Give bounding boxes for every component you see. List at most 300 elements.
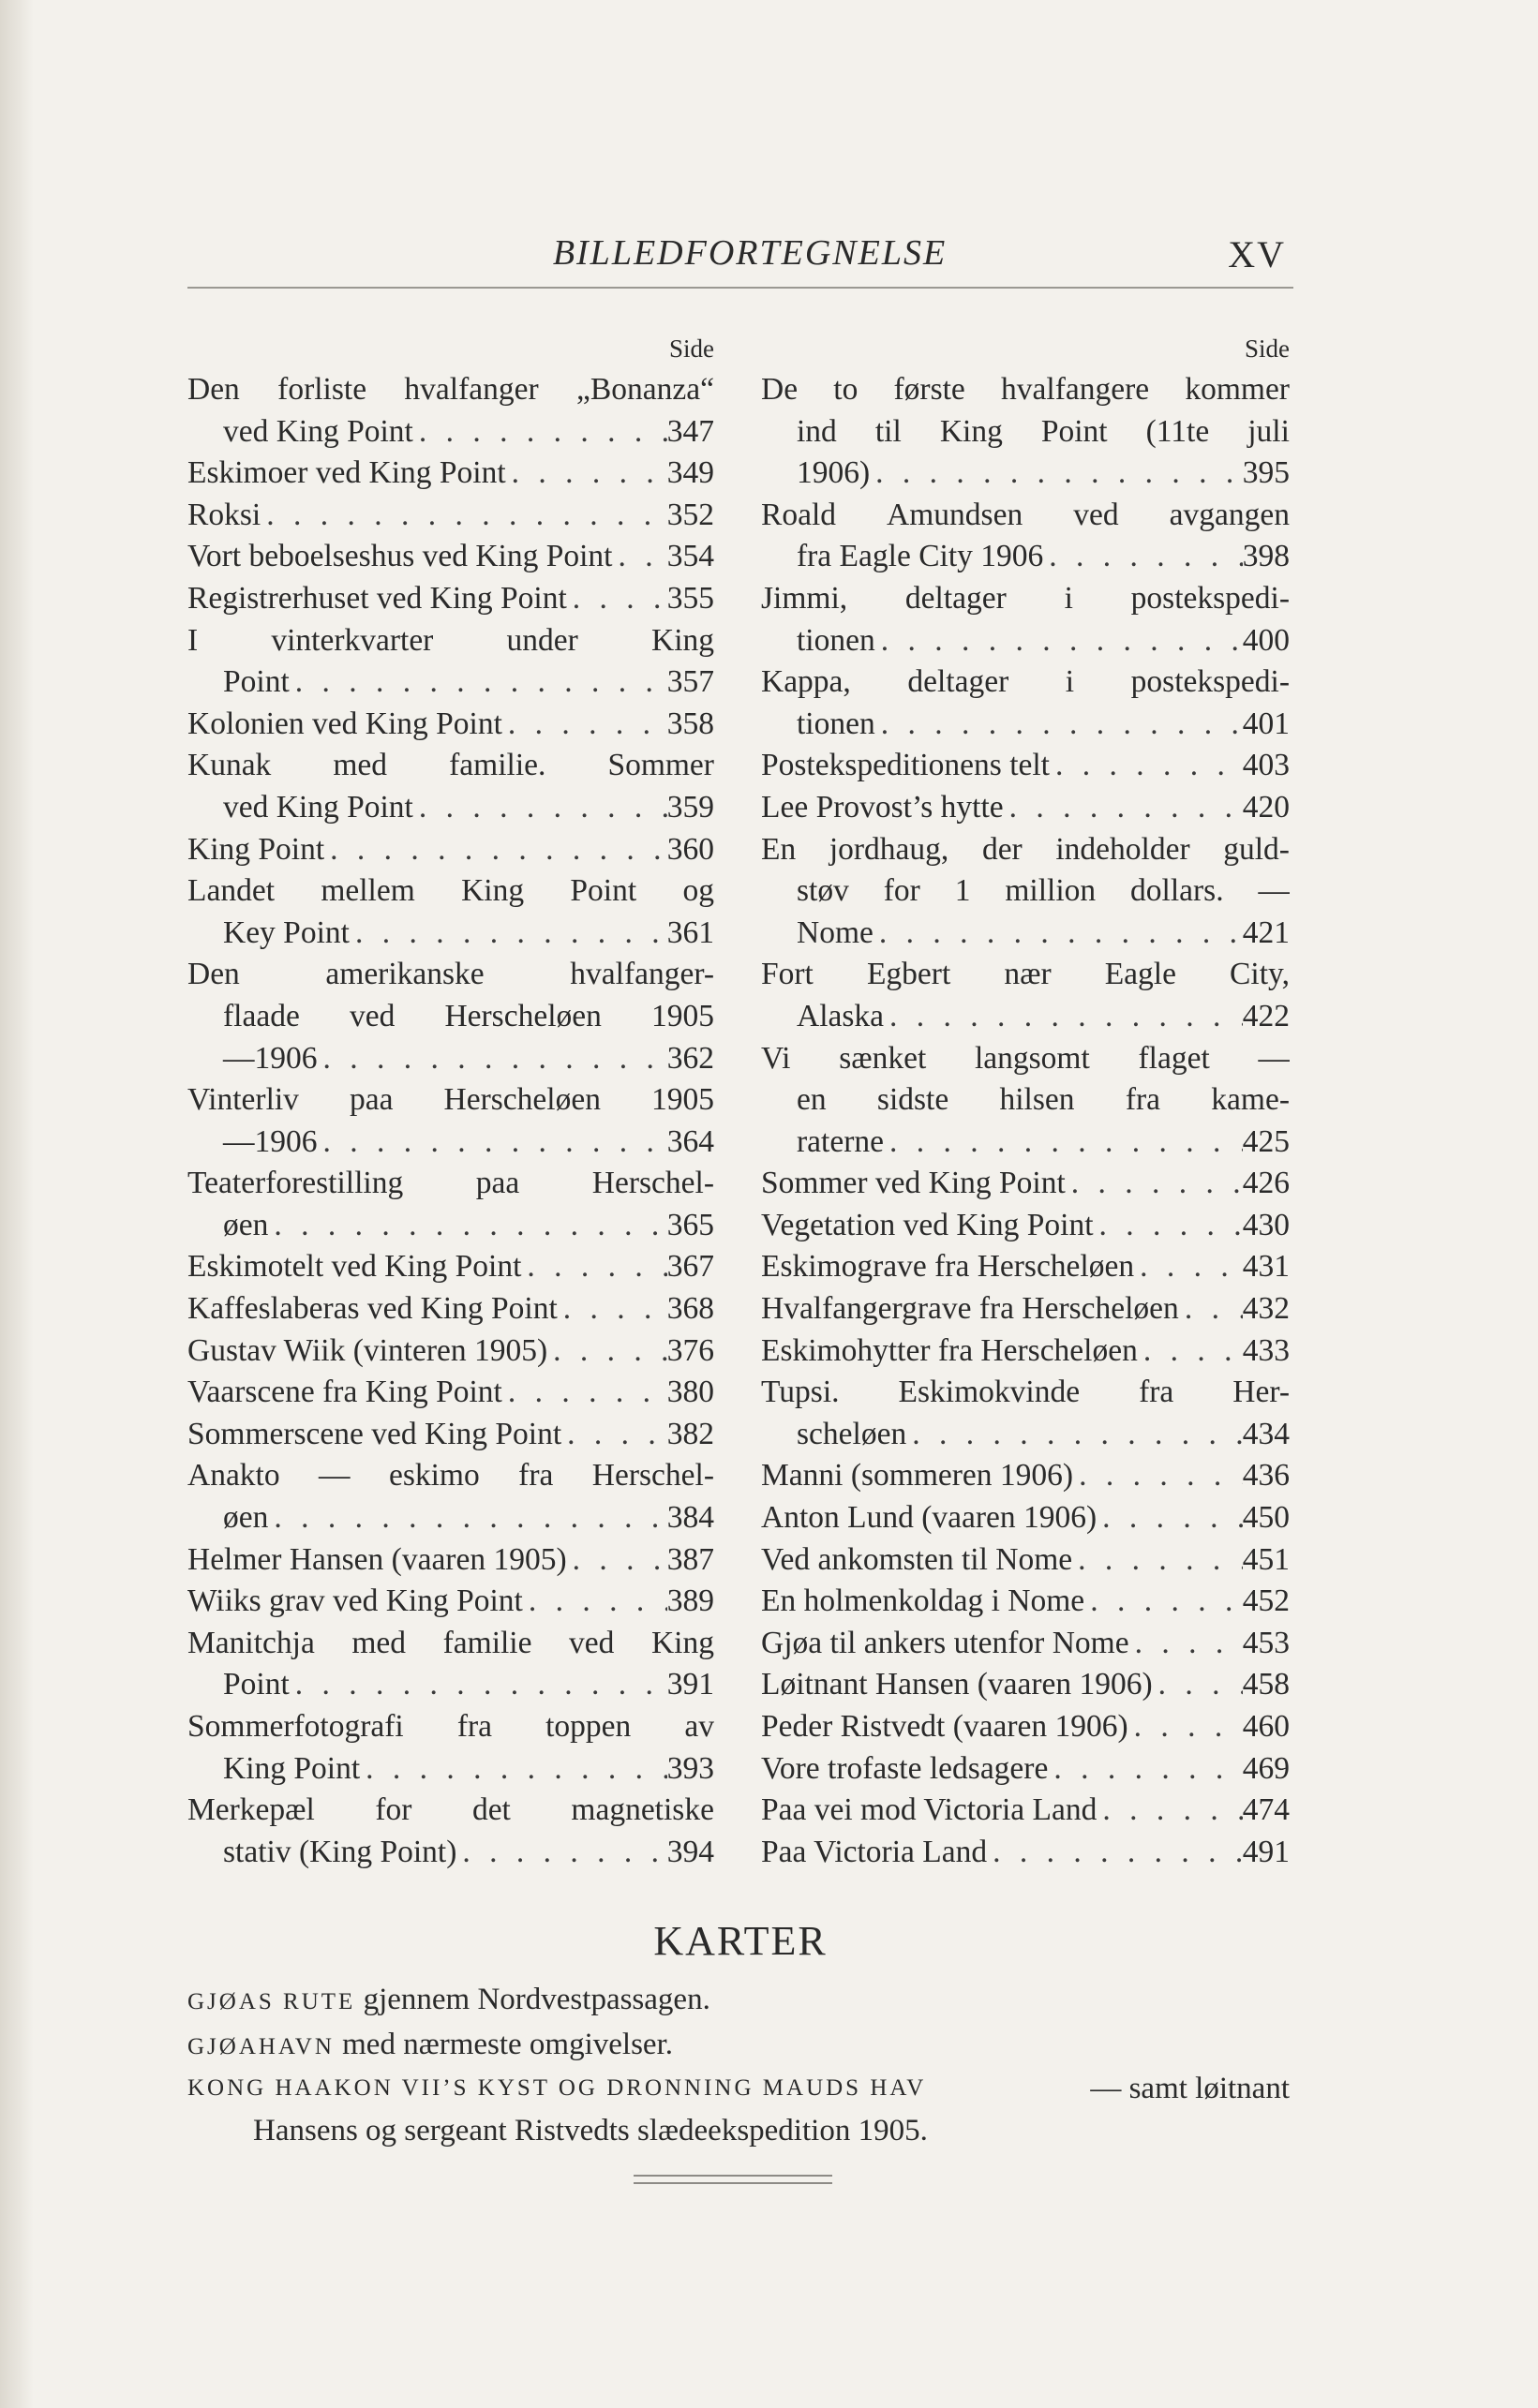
leader-dots: [567, 578, 667, 620]
entry-page-number: 387: [666, 1541, 714, 1577]
index-entry: [761, 1246, 1290, 1288]
index-entry: [761, 1372, 1290, 1455]
entry-line: [187, 870, 714, 913]
entry-text: Eskimohytter fra Herscheløen: [761, 1332, 1138, 1368]
leader-dots: [1097, 1790, 1242, 1832]
leader-dots: [456, 1832, 666, 1874]
entry-text: Roksi: [187, 497, 261, 532]
index-entry: [761, 1038, 1290, 1164]
maps-title: KARTER: [653, 1918, 828, 1964]
index-entry: [187, 1623, 714, 1706]
entry-page-number: 394: [666, 1834, 714, 1869]
index-entry: [187, 1455, 714, 1538]
leader-dots: [1153, 1664, 1243, 1706]
entry-text: Anton Lund (vaaren 1906): [761, 1500, 1098, 1536]
entry-text: I vinterkvarter under King: [187, 622, 714, 658]
entry-text: ved King Point: [223, 413, 413, 449]
leader-dots: [561, 1414, 667, 1456]
entry-text: Manitchja med familie ved King: [187, 1625, 714, 1660]
leader-dots: [1138, 1330, 1243, 1373]
entry-continuation-line: [187, 787, 714, 829]
entry-continuation-line: [761, 704, 1290, 746]
entry-continuation-line: [761, 1122, 1290, 1164]
entry-text: Point: [223, 664, 290, 700]
side-label-left: Side: [668, 334, 714, 363]
entry-text: ind til King Point (11te juli: [797, 413, 1290, 449]
entry-text: Kolonien ved King Point: [187, 706, 502, 741]
leader-dots: [1066, 1163, 1243, 1205]
entry-page-number: 434: [1242, 1416, 1290, 1451]
entry-text: Løitnant Hansen (vaaren 1906): [761, 1667, 1153, 1702]
entry-page-number: 436: [1242, 1458, 1290, 1494]
leader-dots: [884, 1122, 1243, 1164]
entry-line: [761, 1790, 1290, 1832]
index-entry: [761, 787, 1290, 829]
map-item: [187, 1979, 1290, 2024]
entry-page-number: 393: [666, 1750, 714, 1786]
index-entry: [187, 1079, 714, 1163]
entry-page-number: 469: [1242, 1750, 1290, 1786]
entry-text: Vinterliv paa Herscheløen 1905: [187, 1082, 714, 1118]
leader-dots: [547, 1330, 667, 1373]
entry-page-number: 400: [1242, 622, 1290, 658]
leader-dots: [1094, 1205, 1243, 1247]
entry-continuation-line: [761, 453, 1290, 495]
entry-text: Wiiks grav ved King Point: [187, 1583, 523, 1619]
entry-line: [761, 1748, 1290, 1791]
leader-dots: [350, 913, 667, 955]
entry-text: De to første hvalfangere kommer: [761, 372, 1290, 407]
map-item-caps: KONG HAAKON VII’S KYST OG DRONNING MAUDS HAV: [187, 2075, 927, 2101]
entry-continuation-line: [187, 411, 714, 453]
entry-page-number: 451: [1242, 1541, 1290, 1577]
entry-line: [187, 1372, 714, 1414]
entry-line: [761, 1205, 1290, 1247]
entry-line: [761, 1246, 1290, 1288]
map-item-caps: GJØAS RUTE: [187, 1989, 356, 2014]
leader-dots: [523, 1581, 667, 1623]
index-entry: [761, 829, 1290, 955]
entry-text: øen: [223, 1207, 269, 1242]
entry-text: 1906): [797, 455, 871, 491]
index-entry: [761, 1163, 1290, 1205]
leader-dots: [1179, 1288, 1243, 1330]
leader-dots: [290, 1664, 667, 1706]
entry-text: Vore trofaste ledsagere: [761, 1750, 1049, 1786]
entry-continuation-line: [761, 1414, 1290, 1456]
leader-dots: [1084, 1581, 1243, 1623]
entry-text: King Point: [187, 831, 325, 867]
entry-line: [187, 578, 714, 620]
entry-text: Sommer ved King Point: [761, 1166, 1066, 1201]
entry-text: Registrerhuset ved King Point: [187, 580, 567, 616]
entry-page-number: 395: [1242, 455, 1290, 491]
leader-dots: [875, 620, 1243, 662]
entry-text: Nome: [797, 914, 874, 950]
entry-line: [761, 1581, 1290, 1623]
index-entry: [761, 1205, 1290, 1247]
entry-page-number: 391: [666, 1667, 714, 1702]
entry-text: En jordhaug, der indeholder guld-: [761, 831, 1290, 867]
leader-dots: [506, 453, 667, 495]
entry-continuation-line: [187, 1832, 714, 1874]
entry-text: Den forliste hvalfanger „Bonanza“: [187, 372, 714, 407]
entry-text: Anakto — eskimo fra Herschel-: [187, 1458, 714, 1494]
leader-dots: [884, 996, 1243, 1038]
index-entry: [187, 1706, 714, 1790]
leader-dots: [875, 704, 1243, 746]
entry-line: [187, 536, 714, 578]
entry-line: [187, 704, 714, 746]
entry-text: Vegetation ved King Point: [761, 1207, 1094, 1242]
entry-page-number: 460: [1242, 1709, 1290, 1744]
entry-line: [761, 1163, 1290, 1205]
entry-text: tionen: [797, 706, 875, 741]
entry-page-number: 376: [666, 1332, 714, 1368]
leader-dots: [268, 1497, 666, 1539]
entry-text: Manni (sommeren 1906): [761, 1458, 1074, 1494]
entry-page-number: 421: [1242, 914, 1290, 950]
entry-text: øen: [223, 1500, 269, 1536]
entry-text: Gustav Wiik (vinteren 1905): [187, 1332, 548, 1368]
entry-continuation-line: [187, 1664, 714, 1706]
leader-dots: [413, 411, 667, 453]
leader-dots: [502, 704, 667, 746]
entry-page-number: 347: [666, 413, 714, 449]
entry-line: [761, 495, 1290, 537]
entry-text: raterne: [797, 1123, 884, 1159]
leader-dots: [1004, 787, 1243, 829]
entry-page-number: 355: [666, 580, 714, 616]
side-label-right: Side: [1244, 334, 1290, 363]
entry-line: [187, 1288, 714, 1330]
entry-text: flaade ved Herscheløen 1905: [223, 998, 714, 1033]
entry-page-number: 349: [666, 455, 714, 491]
entry-text: Landet mellem King Point og: [187, 873, 714, 909]
entry-page-number: 398: [1242, 539, 1290, 574]
entry-text: Ved ankomsten til Nome: [761, 1541, 1073, 1577]
leader-dots: [558, 1288, 667, 1330]
entry-text: Jimmi, deltager i postekspedi-: [761, 580, 1290, 616]
right-column: [761, 328, 1290, 1873]
entry-page-number: 491: [1242, 1834, 1290, 1869]
entry-page-number: 422: [1242, 998, 1290, 1033]
entry-text: Kaffeslaberas ved King Point: [187, 1291, 558, 1327]
map-item: [187, 2024, 1290, 2069]
index-entry: [187, 620, 714, 704]
index-entry: [187, 704, 714, 746]
entry-line: [761, 1330, 1290, 1373]
entry-text: Roald Amundsen ved avgangen: [761, 497, 1290, 532]
entry-continuation-line: [187, 1122, 714, 1164]
leader-dots: [987, 1832, 1243, 1874]
entry-line: [187, 1079, 714, 1122]
index-entry: [187, 1539, 714, 1582]
running-header: [187, 232, 1293, 289]
entry-text: Tupsi. Eskimokvinde fra Her-: [761, 1375, 1290, 1410]
map-item: [187, 2068, 1290, 2110]
leader-dots: [1073, 1455, 1243, 1497]
entry-page-number: 354: [666, 539, 714, 574]
entry-line: [187, 1414, 714, 1456]
entry-continuation-line: [761, 411, 1290, 453]
entry-text: Paa Victoria Land: [761, 1834, 988, 1869]
entry-page-number: 362: [666, 1040, 714, 1076]
leader-dots: [261, 495, 667, 537]
entry-page-number: 368: [666, 1291, 714, 1327]
entry-page-number: 358: [666, 706, 714, 741]
leader-dots: [360, 1748, 667, 1791]
entry-page-number: 425: [1242, 1123, 1290, 1159]
leader-dots: [874, 913, 1243, 955]
entry-continuation-line: [187, 1497, 714, 1539]
entry-line: [187, 1455, 714, 1497]
index-entry: [761, 1288, 1290, 1330]
entry-continuation-line: [761, 1079, 1290, 1122]
leader-dots: [521, 1246, 666, 1288]
entry-text: Eskimoer ved King Point: [187, 455, 506, 491]
map-item-text: — samt løitnant: [1090, 2072, 1290, 2105]
entry-text: en sidste hilsen fra kame-: [797, 1082, 1290, 1118]
index-entry: [187, 578, 714, 620]
entry-line: [187, 620, 714, 662]
map-item-text: gjennem Nordvestpassagen.: [355, 1983, 710, 2016]
entry-line: [761, 1664, 1290, 1706]
entry-line: [187, 745, 714, 787]
index-entry: [761, 1581, 1290, 1623]
entry-continuation-line: [187, 996, 714, 1038]
entry-page-number: 458: [1242, 1667, 1290, 1702]
entry-line: [187, 1163, 714, 1205]
index-entry: [761, 1664, 1290, 1706]
entry-page-number: 389: [666, 1583, 714, 1619]
entry-page-number: 452: [1242, 1583, 1290, 1619]
index-entry: [761, 369, 1290, 495]
entry-line: [761, 1706, 1290, 1748]
entry-line: [761, 1832, 1290, 1874]
leader-dots: [567, 1539, 667, 1582]
map-item-text: med nærmeste omgivelser.: [334, 2027, 673, 2061]
running-title: BILLEDFORTEGNELSE: [552, 233, 948, 273]
index-entry: [187, 1288, 714, 1330]
leader-dots: [1050, 745, 1243, 787]
entry-text: stativ (King Point): [223, 1834, 457, 1869]
entry-text: Gjøa til ankers utenfor Nome: [761, 1625, 1129, 1660]
map-item-caps: GJØAHAVN: [187, 2033, 335, 2059]
entry-continuation-line: [187, 1205, 714, 1247]
entry-text: —1906: [223, 1123, 318, 1159]
entry-text: Sommerfotografi fra toppen av: [187, 1709, 714, 1744]
entry-page-number: 352: [666, 497, 714, 532]
leader-dots: [612, 536, 666, 578]
entry-text: Vort beboelseshus ved King Point: [187, 539, 613, 574]
entry-continuation-line: [187, 661, 714, 704]
entry-line: [187, 829, 714, 871]
entry-continuation-line: [761, 620, 1290, 662]
entry-line: [187, 495, 714, 537]
index-entry: [187, 745, 714, 828]
left-column: [187, 328, 714, 1873]
leader-dots: [1043, 536, 1242, 578]
leader-dots: [318, 1038, 667, 1080]
entry-text: En holmenkoldag i Nome: [761, 1583, 1085, 1619]
entry-text: Vi sænket langsomt flaget —: [761, 1040, 1290, 1076]
entry-text: tionen: [797, 622, 875, 658]
entry-text: Den amerikanske hvalfanger-: [187, 957, 714, 992]
entry-line: [187, 1246, 714, 1288]
map-item-continuation: Hansens og sergeant Ristvedts slædeekspedition 1905.: [253, 2113, 928, 2148]
leader-dots: [324, 829, 667, 871]
leader-dots: [1129, 1623, 1243, 1665]
entry-page-number: 364: [666, 1123, 714, 1159]
page-number: XV: [1228, 233, 1286, 275]
entry-line: [187, 954, 714, 996]
entry-continuation-line: [761, 536, 1290, 578]
leader-dots: [1134, 1246, 1243, 1288]
index-entry: [761, 1497, 1290, 1539]
entry-page-number: 431: [1242, 1249, 1290, 1285]
entry-line: [761, 1497, 1290, 1539]
index-entry: [761, 954, 1290, 1037]
end-rule: [634, 2175, 832, 2184]
entry-text: Kappa, deltager i postekspedi-: [761, 664, 1290, 700]
index-entry: [761, 661, 1290, 745]
leader-dots: [318, 1122, 667, 1164]
leader-dots: [290, 661, 667, 704]
entry-text: Kunak med familie. Sommer: [187, 748, 714, 783]
entry-page-number: 360: [666, 831, 714, 867]
index-entry: [187, 829, 714, 871]
entry-text: støv for 1 million dollars. —: [797, 873, 1290, 909]
entry-page-number: 474: [1242, 1792, 1290, 1828]
index-entry: [187, 1330, 714, 1373]
entry-text: Fort Egbert nær Eagle City,: [761, 957, 1290, 992]
entry-text: Paa vei mod Victoria Land: [761, 1792, 1098, 1828]
entry-line: [187, 1581, 714, 1623]
leader-dots: [1072, 1539, 1243, 1582]
entry-line: [187, 1330, 714, 1373]
entry-page-number: 357: [666, 664, 714, 700]
entry-line: [761, 578, 1290, 620]
entry-line: [187, 1790, 714, 1832]
entry-text: Merkepæl for det magnetiske: [187, 1792, 714, 1828]
entry-page-number: 401: [1242, 706, 1290, 741]
entry-text: Point: [223, 1667, 290, 1702]
entry-text: Alaska: [797, 998, 885, 1033]
entry-page-number: 420: [1242, 789, 1290, 825]
leader-dots: [906, 1414, 1243, 1456]
leader-dots: [1128, 1706, 1243, 1748]
entry-text: Lee Provost’s hytte: [761, 789, 1004, 825]
index-entry: [761, 1790, 1290, 1832]
index-entry: [761, 578, 1290, 661]
entry-line: [761, 745, 1290, 787]
entry-text: Key Point: [223, 914, 350, 950]
entry-page-number: 453: [1242, 1625, 1290, 1660]
entry-continuation-line: [761, 913, 1290, 955]
entry-line: [761, 369, 1290, 411]
entry-page-number: 426: [1242, 1166, 1290, 1201]
leader-dots: [1048, 1748, 1242, 1791]
entry-line: [761, 1372, 1290, 1414]
entry-continuation-line: [761, 996, 1290, 1038]
index-entry: [761, 1623, 1290, 1665]
entry-text: Hvalfangergrave fra Herscheløen: [761, 1291, 1179, 1327]
entry-text: King Point: [223, 1750, 361, 1786]
leader-dots: [413, 787, 667, 829]
entry-text: ved King Point: [223, 789, 413, 825]
index-entry: [761, 1748, 1290, 1791]
index-entry: [187, 1372, 714, 1414]
entry-line: [761, 1288, 1290, 1330]
leader-dots: [870, 453, 1243, 495]
index-entry: [187, 1581, 714, 1623]
leader-dots: [1097, 1497, 1243, 1539]
entry-page-number: 359: [666, 789, 714, 825]
entry-page-number: 361: [666, 914, 714, 950]
maps-list: [187, 1979, 1290, 2151]
entry-line: [761, 787, 1290, 829]
entry-text: Eskimograve fra Herscheløen: [761, 1249, 1135, 1285]
index-entry: [187, 1246, 714, 1288]
index-entry: [761, 1539, 1290, 1582]
entry-line: [187, 1623, 714, 1665]
entry-page-number: 403: [1242, 748, 1290, 783]
entry-continuation-line: [187, 913, 714, 955]
index-entry: [761, 495, 1290, 578]
index-entry: [761, 1706, 1290, 1748]
index-entry: [761, 745, 1290, 787]
index-entry: [761, 1330, 1290, 1373]
entry-line: [761, 1623, 1290, 1665]
index-entry: [187, 1414, 714, 1456]
entry-page-number: 450: [1242, 1500, 1290, 1536]
entry-page-number: 432: [1242, 1291, 1290, 1327]
index-entry: [187, 1163, 714, 1246]
entry-page-number: 433: [1242, 1332, 1290, 1368]
index-entry: [187, 954, 714, 1079]
entry-page-number: 430: [1242, 1207, 1290, 1242]
entry-page-number: 380: [666, 1375, 714, 1410]
index-entry: [187, 453, 714, 495]
entry-line: [187, 1706, 714, 1748]
index-entry: [187, 870, 714, 954]
entry-page-number: 365: [666, 1207, 714, 1242]
index-entry: [187, 495, 714, 537]
entry-page-number: 382: [666, 1416, 714, 1451]
entry-line: [761, 954, 1290, 996]
entry-text: Postekspeditionens telt: [761, 748, 1050, 783]
leader-dots: [502, 1372, 667, 1414]
entry-line: [761, 1455, 1290, 1497]
entry-page-number: 384: [666, 1500, 714, 1536]
entry-line: [187, 453, 714, 495]
entry-line: [187, 369, 714, 411]
entry-text: scheløen: [797, 1416, 907, 1451]
index-entry: [761, 1832, 1290, 1874]
index-entry: [761, 1455, 1290, 1497]
entry-text: fra Eagle City 1906: [797, 539, 1044, 574]
entry-line: [761, 829, 1290, 871]
entry-text: Teaterforestilling paa Herschel-: [187, 1166, 714, 1201]
entry-page-number: 367: [666, 1249, 714, 1285]
entry-line: [761, 661, 1290, 704]
entry-line: [761, 1539, 1290, 1582]
index-entry: [187, 536, 714, 578]
entry-text: Helmer Hansen (vaaren 1905): [187, 1541, 567, 1577]
entry-continuation-line: [761, 870, 1290, 913]
entry-continuation-line: [187, 1038, 714, 1080]
